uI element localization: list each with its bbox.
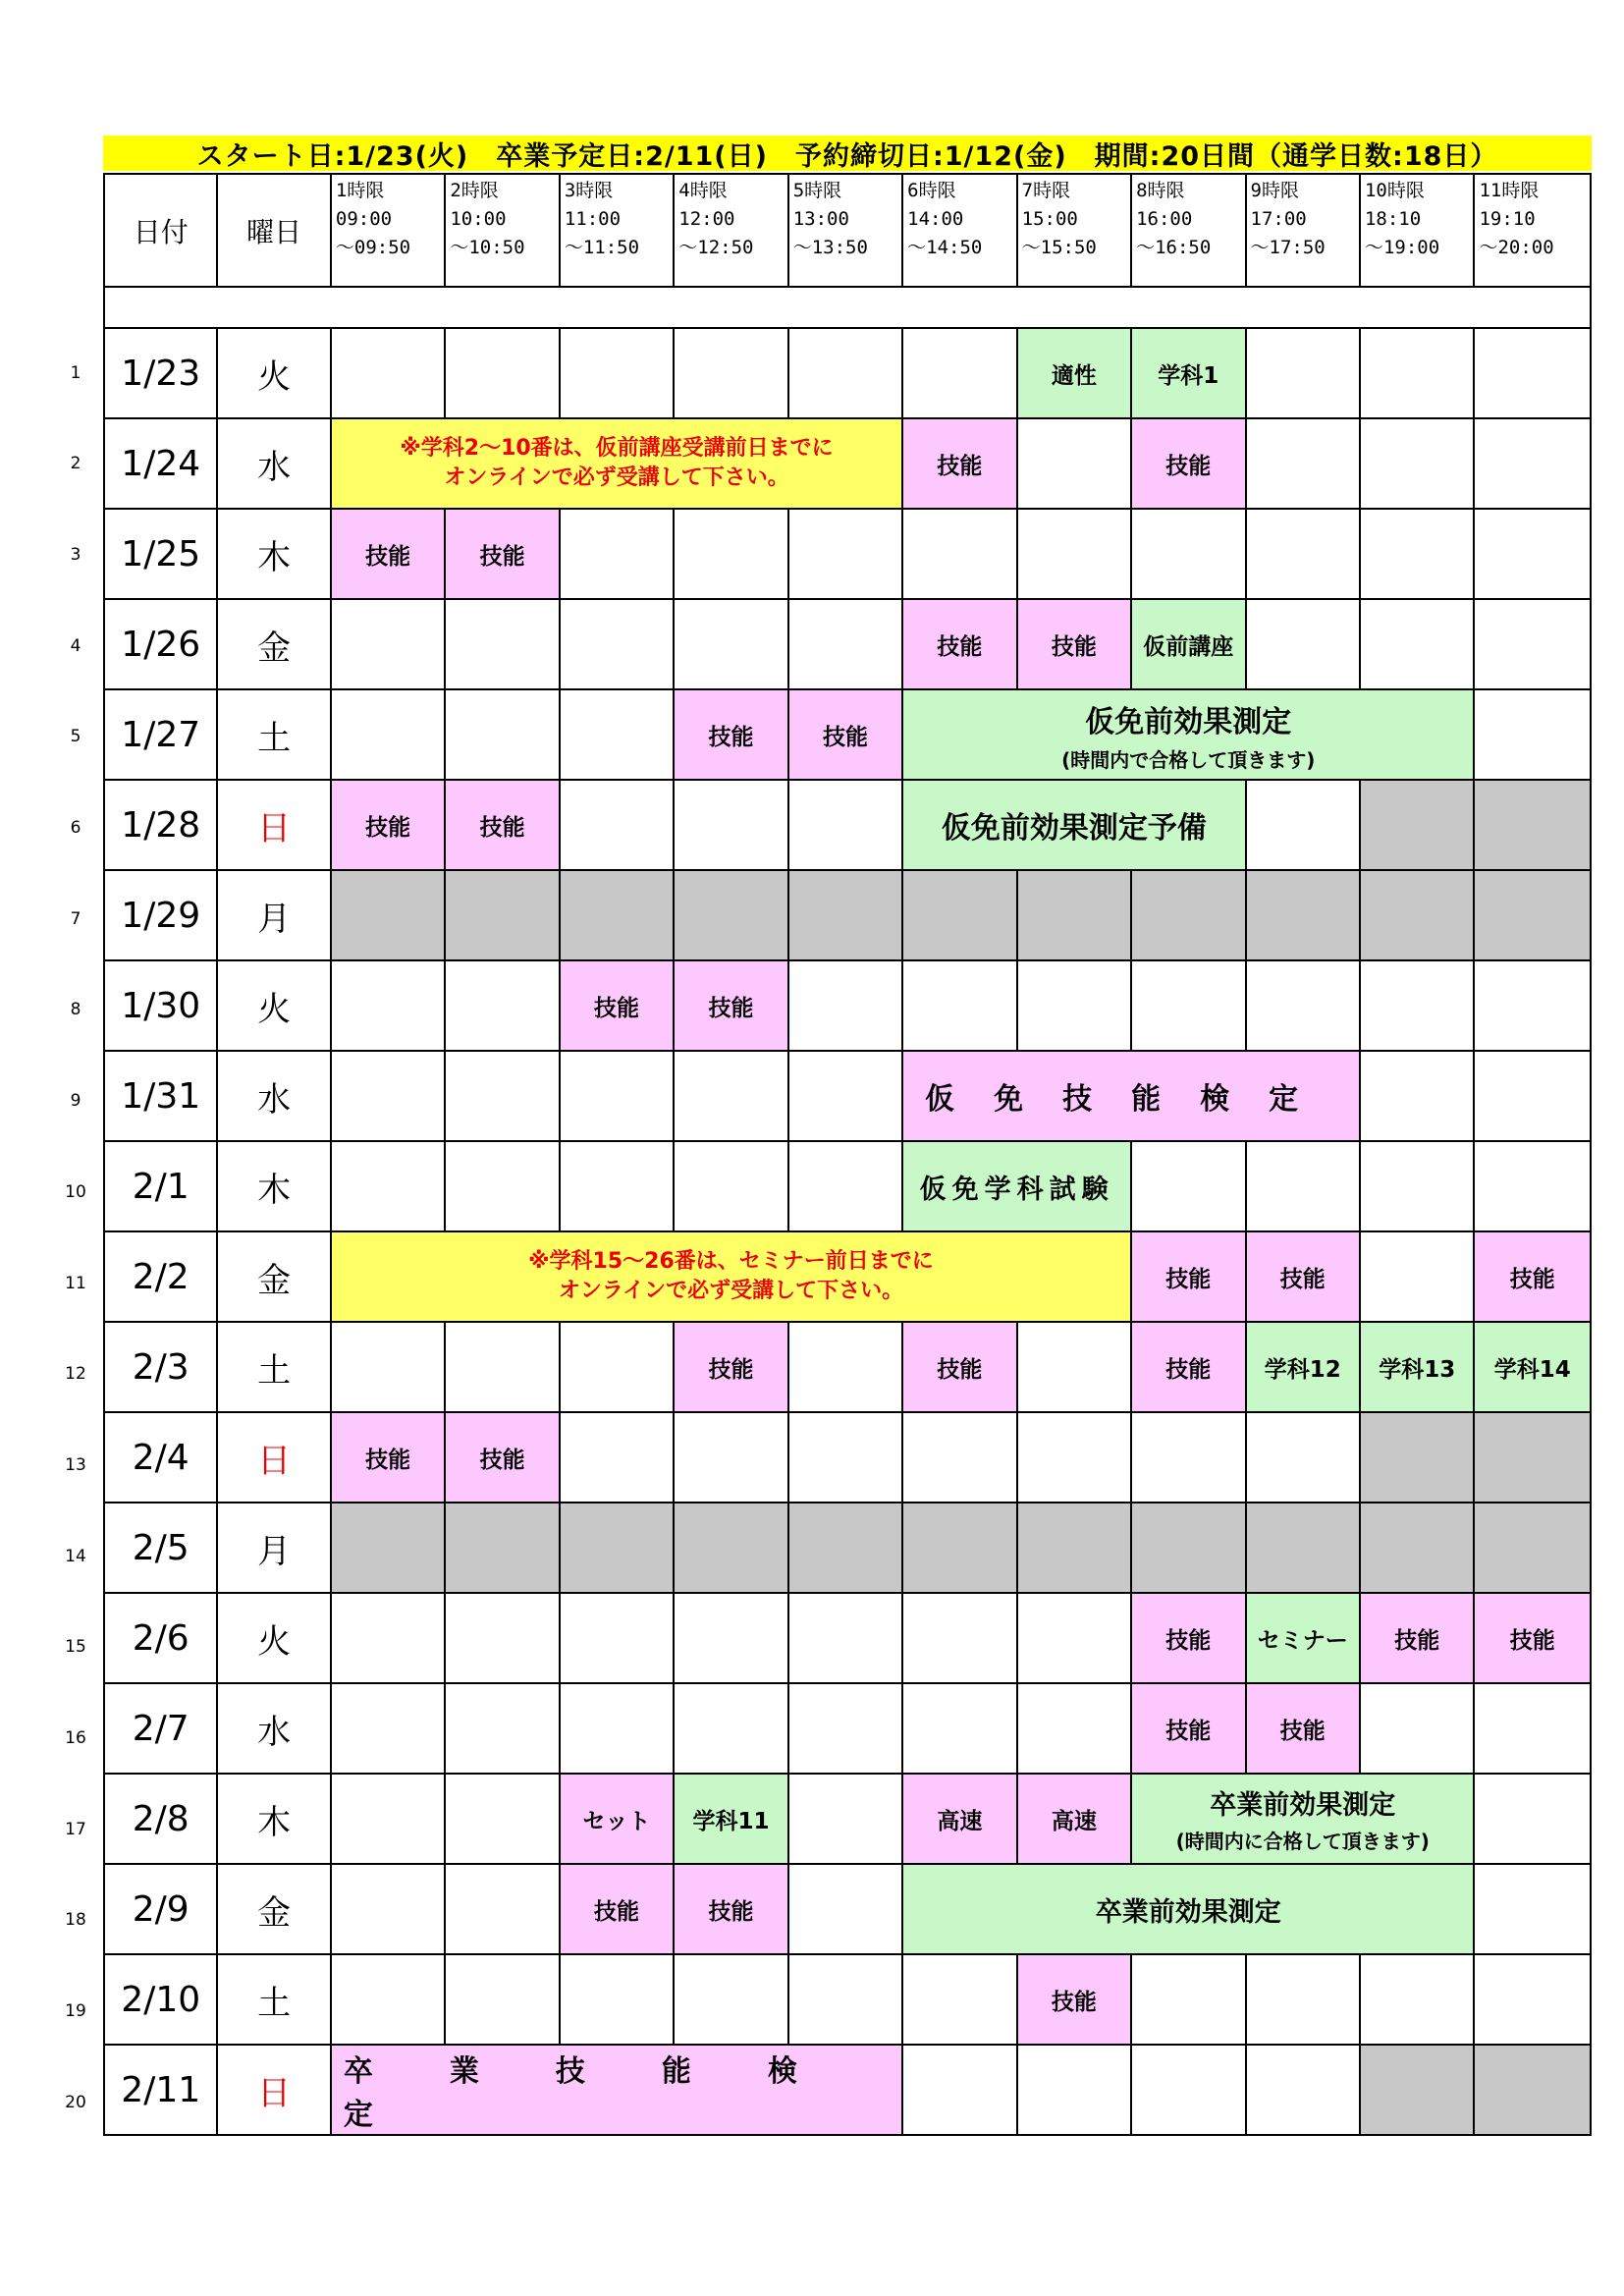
row-number: 10 [65, 1182, 86, 1202]
slot-cell [1131, 2045, 1245, 2135]
weekday-cell: 金 [217, 1864, 330, 1954]
row-number: 4 [70, 636, 81, 656]
table-row [104, 328, 1591, 418]
slot-cell [1017, 960, 1131, 1051]
skill-lesson-cell: 技能 [1131, 418, 1245, 509]
skill-lesson-cell: 技能 [1131, 1322, 1245, 1412]
slot-cell [560, 1322, 674, 1412]
skill-lesson-cell: 技能 [331, 1412, 445, 1503]
date-cell: 2/1 [104, 1141, 217, 1231]
row-number: 3 [70, 545, 81, 565]
slot-cell [1474, 1683, 1591, 1774]
weekday-cell: 木 [217, 509, 330, 599]
closed-slot-cell [1246, 1503, 1360, 1593]
closed-slot-cell [331, 870, 445, 960]
pre-license-lecture-cell: 仮前講座 [1131, 599, 1245, 689]
slot-cell [1017, 509, 1131, 599]
weekday-cell: 水 [217, 1683, 330, 1774]
slot-cell [1360, 599, 1474, 689]
closed-slot-cell [788, 870, 902, 960]
slot-cell [1017, 1322, 1131, 1412]
slot-cell [788, 509, 902, 599]
skill-lesson-cell: 技能 [674, 1322, 787, 1412]
slot-cell [1131, 960, 1245, 1051]
weekday-cell: 日 [217, 1412, 330, 1503]
skill-lesson-cell: 技能 [902, 599, 1016, 689]
closed-slot-cell [560, 1503, 674, 1593]
closed-slot-cell [1360, 1503, 1474, 1593]
slot-cell [445, 328, 559, 418]
slot-cell [1474, 599, 1591, 689]
table-row [104, 689, 1591, 780]
slot-cell [1246, 1954, 1360, 2045]
lecture-cell: 学科11 [674, 1774, 787, 1864]
slot-cell [331, 1051, 445, 1141]
slot-cell [1246, 1141, 1360, 1231]
skill-lesson-cell: 技能 [902, 1322, 1016, 1412]
date-cell: 2/3 [104, 1322, 217, 1412]
date-cell: 2/11 [104, 2045, 217, 2135]
skill-lesson-cell: 技能 [1474, 1231, 1591, 1322]
slot-cell [331, 689, 445, 780]
slot-cell [1131, 509, 1245, 599]
slot-cell [445, 1774, 559, 1864]
skill-lesson-cell: 技能 [1246, 1231, 1360, 1322]
row-number: 2 [70, 454, 81, 473]
skill-lesson-cell: 技能 [445, 1412, 559, 1503]
graduation-skill-exam-cell: 卒業技能検定 [331, 2045, 902, 2135]
closed-slot-cell [1360, 870, 1474, 960]
slot-cell [902, 1954, 1016, 2045]
skill-lesson-cell: 技能 [1131, 1593, 1245, 1683]
weekday-cell: 土 [217, 1954, 330, 2045]
closed-slot-cell [1474, 1412, 1591, 1503]
date-cell: 1/27 [104, 689, 217, 780]
slot-cell [1474, 1141, 1591, 1231]
date-cell: 2/9 [104, 1864, 217, 1954]
slot-cell [1246, 418, 1360, 509]
slot-cell [1131, 1954, 1245, 2045]
slot-cell [560, 509, 674, 599]
slot-cell [1360, 1954, 1474, 2045]
closed-slot-cell [788, 1503, 902, 1593]
slot-cell [445, 689, 559, 780]
slot-cell [560, 1412, 674, 1503]
slot-cell [331, 1774, 445, 1864]
slot-cell [1246, 1412, 1360, 1503]
slot-cell [1474, 328, 1591, 418]
skill-lesson-cell: 技能 [331, 780, 445, 870]
slot-cell [560, 780, 674, 870]
slot-cell [331, 1954, 445, 2045]
skill-lesson-cell: 技能 [445, 780, 559, 870]
slot-cell [788, 1774, 902, 1864]
slot-cell [788, 1322, 902, 1412]
date-cell: 2/4 [104, 1412, 217, 1503]
closed-slot-cell [1360, 780, 1474, 870]
slot-cell [1474, 1864, 1591, 1954]
weekday-cell: 金 [217, 1231, 330, 1322]
slot-cell [902, 960, 1016, 1051]
closed-slot-cell [1360, 1412, 1474, 1503]
closed-slot-cell [1131, 870, 1245, 960]
date-cell: 2/5 [104, 1503, 217, 1593]
period-header: 11時限 19:10 ～20:00 [1474, 174, 1591, 287]
weekday-cell: 土 [217, 689, 330, 780]
skill-lesson-cell: 技能 [1474, 1593, 1591, 1683]
slot-cell [1474, 1051, 1591, 1141]
slot-cell [1246, 780, 1360, 870]
schedule-table [103, 173, 1592, 2136]
slot-cell [788, 1864, 902, 1954]
period-header: 2時限 10:00 ～10:50 [445, 174, 559, 287]
slot-cell [674, 1593, 787, 1683]
row-number: 12 [65, 1364, 86, 1384]
online-lecture-notice: ※学科15～26番は、セミナー前日までに オンラインで必ず受講して下さい。 [331, 1231, 1131, 1322]
row-number: 6 [70, 818, 81, 838]
period-header: 5時限 13:00 ～13:50 [788, 174, 902, 287]
row-number: 20 [65, 2093, 86, 2112]
slot-cell [560, 328, 674, 418]
skill-lesson-cell: 技能 [445, 509, 559, 599]
weekday-cell: 金 [217, 599, 330, 689]
slot-cell [1017, 2045, 1131, 2135]
row-number: 15 [65, 1637, 86, 1657]
weekday-cell: 日 [217, 2045, 330, 2135]
slot-cell [1474, 1774, 1591, 1864]
highway-lesson-cell: 高速 [902, 1774, 1016, 1864]
lecture-cell: 学科1 [1131, 328, 1245, 418]
slot-cell [674, 599, 787, 689]
slot-cell [674, 1051, 787, 1141]
period-header: 10時限 18:10 ～19:00 [1360, 174, 1474, 287]
table-row [104, 960, 1591, 1051]
row-number: 8 [70, 1000, 81, 1019]
row-number: 18 [65, 1910, 86, 1930]
table-row [104, 1864, 1591, 1954]
slot-cell [788, 1954, 902, 2045]
provisional-skill-exam-cell: 仮免技能検定 [902, 1051, 1360, 1141]
weekday-cell: 火 [217, 1593, 330, 1683]
slot-cell [902, 1412, 1016, 1503]
weekday-cell: 水 [217, 418, 330, 509]
period-header: 3時限 11:00 ～11:50 [560, 174, 674, 287]
slot-cell [788, 1683, 902, 1774]
date-cell: 2/2 [104, 1231, 217, 1322]
period-header: 4時限 12:00 ～12:50 [674, 174, 787, 287]
date-cell: 1/30 [104, 960, 217, 1051]
skill-lesson-cell: 技能 [1017, 599, 1131, 689]
slot-cell [560, 1051, 674, 1141]
closed-slot-cell [674, 870, 787, 960]
pre-license-mock-test-reserve-cell: 仮免前効果測定予備 [902, 780, 1245, 870]
slot-cell [445, 1051, 559, 1141]
slot-cell [674, 509, 787, 599]
slot-cell [1360, 960, 1474, 1051]
slot-cell [1246, 2045, 1360, 2135]
closed-slot-cell [674, 1503, 787, 1593]
slot-cell [1360, 1141, 1474, 1231]
weekday-cell: 月 [217, 870, 330, 960]
slot-cell [331, 1683, 445, 1774]
slot-cell [445, 1141, 559, 1231]
slot-cell [788, 1141, 902, 1231]
slot-cell [1017, 1683, 1131, 1774]
weekday-cell: 月 [217, 1503, 330, 1593]
graduation-mock-test-cell: 卒業前効果測定 [902, 1864, 1474, 1954]
header-row [104, 174, 1591, 287]
weekday-cell: 水 [217, 1051, 330, 1141]
table-row [104, 418, 1591, 509]
row-number: 5 [70, 727, 81, 746]
closed-slot-cell [1017, 870, 1131, 960]
slot-cell [445, 1954, 559, 2045]
skill-lesson-cell: 技能 [331, 509, 445, 599]
lecture-cell: 学科12 [1246, 1322, 1360, 1412]
graduation-mock-test-cell: 卒業前効果測定 (時間内に合格して頂きます) [1131, 1774, 1474, 1864]
slot-cell [445, 960, 559, 1051]
slot-cell [331, 1322, 445, 1412]
slot-cell [1360, 1231, 1474, 1322]
skill-lesson-cell: 技能 [674, 1864, 787, 1954]
table-row [104, 509, 1591, 599]
weekday-cell: 木 [217, 1774, 330, 1864]
weekday-cell: 土 [217, 1322, 330, 1412]
set-lesson-cell: セット [560, 1774, 674, 1864]
skill-lesson-cell: 技能 [674, 689, 787, 780]
row-number: 17 [65, 1820, 86, 1839]
table-row [104, 780, 1591, 870]
slot-cell [1131, 1412, 1245, 1503]
slot-cell [902, 2045, 1016, 2135]
weekday-cell: 火 [217, 328, 330, 418]
slot-cell [1246, 328, 1360, 418]
slot-cell [445, 599, 559, 689]
row-number: 11 [65, 1274, 86, 1293]
closed-slot-cell [1474, 870, 1591, 960]
closed-slot-cell [1474, 2045, 1591, 2135]
period-header: 8時限 16:00 ～16:50 [1131, 174, 1245, 287]
slot-cell [1246, 960, 1360, 1051]
date-cell: 1/31 [104, 1051, 217, 1141]
table-row [104, 1683, 1591, 1774]
closed-slot-cell [1474, 780, 1591, 870]
date-cell: 1/23 [104, 328, 217, 418]
row-number: 1 [70, 363, 81, 383]
table-row [104, 1322, 1591, 1412]
slot-cell [788, 780, 902, 870]
slot-cell [560, 599, 674, 689]
slot-cell [902, 328, 1016, 418]
slot-cell [674, 1683, 787, 1774]
slot-cell [560, 1141, 674, 1231]
closed-slot-cell [1360, 2045, 1474, 2135]
slot-cell [1360, 1683, 1474, 1774]
slot-cell [788, 599, 902, 689]
highway-lesson-cell: 高速 [1017, 1774, 1131, 1864]
lecture-cell: 学科13 [1360, 1322, 1474, 1412]
slot-cell [331, 960, 445, 1051]
slot-cell [674, 1412, 787, 1503]
slot-cell [331, 599, 445, 689]
period-header: 6時限 14:00 ～14:50 [902, 174, 1016, 287]
skill-lesson-cell: 技能 [560, 960, 674, 1051]
slot-cell [902, 1593, 1016, 1683]
skill-lesson-cell: 技能 [1131, 1231, 1245, 1322]
slot-cell [1474, 509, 1591, 599]
slot-cell [331, 1593, 445, 1683]
date-cell: 1/28 [104, 780, 217, 870]
table-row [104, 1954, 1591, 2045]
period-header: 1時限 09:00 ～09:50 [331, 174, 445, 287]
closed-slot-cell [1246, 870, 1360, 960]
slot-cell [902, 1683, 1016, 1774]
date-cell: 2/7 [104, 1683, 217, 1774]
table-row [104, 1141, 1591, 1231]
table-row [104, 1593, 1591, 1683]
slot-cell [445, 1322, 559, 1412]
date-cell: 1/24 [104, 418, 217, 509]
slot-cell [1360, 418, 1474, 509]
slot-cell [674, 1954, 787, 2045]
slot-cell [331, 328, 445, 418]
slot-cell [560, 689, 674, 780]
row-number: 9 [70, 1091, 81, 1111]
slot-cell [560, 1593, 674, 1683]
slot-cell [331, 1864, 445, 1954]
skill-lesson-cell: 技能 [1360, 1593, 1474, 1683]
slot-cell [788, 328, 902, 418]
slot-cell [445, 1864, 559, 1954]
aptitude-test-cell: 適性 [1017, 328, 1131, 418]
slot-cell [1246, 509, 1360, 599]
weekday-cell: 火 [217, 960, 330, 1051]
table-row [104, 1412, 1591, 1503]
row-number: 7 [70, 909, 81, 929]
slot-cell [1131, 1141, 1245, 1231]
closed-slot-cell [1017, 1503, 1131, 1593]
closed-slot-cell [1131, 1503, 1245, 1593]
date-cell: 1/29 [104, 870, 217, 960]
slot-cell [1017, 418, 1131, 509]
date-header: 日付 [104, 174, 217, 287]
slot-cell [445, 1683, 559, 1774]
slot-cell [560, 1954, 674, 2045]
row-number: 13 [65, 1455, 86, 1475]
schedule-summary-banner: スタート日:1/23(火) 卒業予定日:2/11(日) 予約締切日:1/12(金) 期間:20日間（通学日数:18日） [103, 136, 1592, 171]
slot-cell [560, 1683, 674, 1774]
slot-cell [788, 1051, 902, 1141]
provisional-written-exam-cell: 仮免学科試験 [902, 1141, 1131, 1231]
slot-cell [1474, 689, 1591, 780]
period-header: 7時限 15:00 ～15:50 [1017, 174, 1131, 287]
slot-cell [1017, 1593, 1131, 1683]
table-row [104, 870, 1591, 960]
spacer-row [104, 287, 1591, 328]
slot-cell [331, 1141, 445, 1231]
skill-lesson-cell: 技能 [1131, 1683, 1245, 1774]
weekday-header: 曜日 [217, 174, 330, 287]
date-cell: 1/25 [104, 509, 217, 599]
skill-lesson-cell: 技能 [674, 960, 787, 1051]
slot-cell [1360, 1051, 1474, 1141]
row-number: 14 [65, 1547, 86, 1566]
online-lecture-notice: ※学科2～10番は、仮前講座受講前日までに オンラインで必ず受講して下さい。 [331, 418, 902, 509]
slot-cell [1474, 960, 1591, 1051]
lecture-cell: 学科14 [1474, 1322, 1591, 1412]
table-row [104, 599, 1591, 689]
spacer-cell [104, 287, 1591, 328]
date-cell: 2/8 [104, 1774, 217, 1864]
slot-cell [1474, 1954, 1591, 2045]
table-row [104, 2045, 1591, 2135]
slot-cell [788, 960, 902, 1051]
slot-cell [788, 1412, 902, 1503]
slot-cell [1246, 599, 1360, 689]
slot-cell [674, 1141, 787, 1231]
date-cell: 2/6 [104, 1593, 217, 1683]
closed-slot-cell [445, 1503, 559, 1593]
skill-lesson-cell: 技能 [902, 418, 1016, 509]
closed-slot-cell [1474, 1503, 1591, 1593]
closed-slot-cell [445, 870, 559, 960]
row-number: 16 [65, 1728, 86, 1748]
table-row [104, 1503, 1591, 1593]
seminar-cell: セミナー [1246, 1593, 1360, 1683]
date-cell: 1/26 [104, 599, 217, 689]
weekday-cell: 木 [217, 1141, 330, 1231]
table-row [104, 1774, 1591, 1864]
skill-lesson-cell: 技能 [1246, 1683, 1360, 1774]
slot-cell [1360, 328, 1474, 418]
closed-slot-cell [331, 1503, 445, 1593]
slot-cell [1474, 418, 1591, 509]
row-number: 19 [65, 2001, 86, 2021]
closed-slot-cell [902, 1503, 1016, 1593]
closed-slot-cell [902, 870, 1016, 960]
slot-cell [902, 509, 1016, 599]
slot-cell [788, 1593, 902, 1683]
table-row [104, 1051, 1591, 1141]
skill-lesson-cell: 技能 [1017, 1954, 1131, 2045]
pre-license-mock-test-cell: 仮免前効果測定 (時間内で合格して頂きます) [902, 689, 1474, 780]
slot-cell [1017, 1412, 1131, 1503]
closed-slot-cell [560, 870, 674, 960]
table-row [104, 1231, 1591, 1322]
date-cell: 2/10 [104, 1954, 217, 2045]
skill-lesson-cell: 技能 [788, 689, 902, 780]
slot-cell [674, 328, 787, 418]
slot-cell [1360, 509, 1474, 599]
slot-cell [674, 780, 787, 870]
period-header: 9時限 17:00 ～17:50 [1246, 174, 1360, 287]
slot-cell [445, 1593, 559, 1683]
skill-lesson-cell: 技能 [560, 1864, 674, 1954]
weekday-cell: 日 [217, 780, 330, 870]
